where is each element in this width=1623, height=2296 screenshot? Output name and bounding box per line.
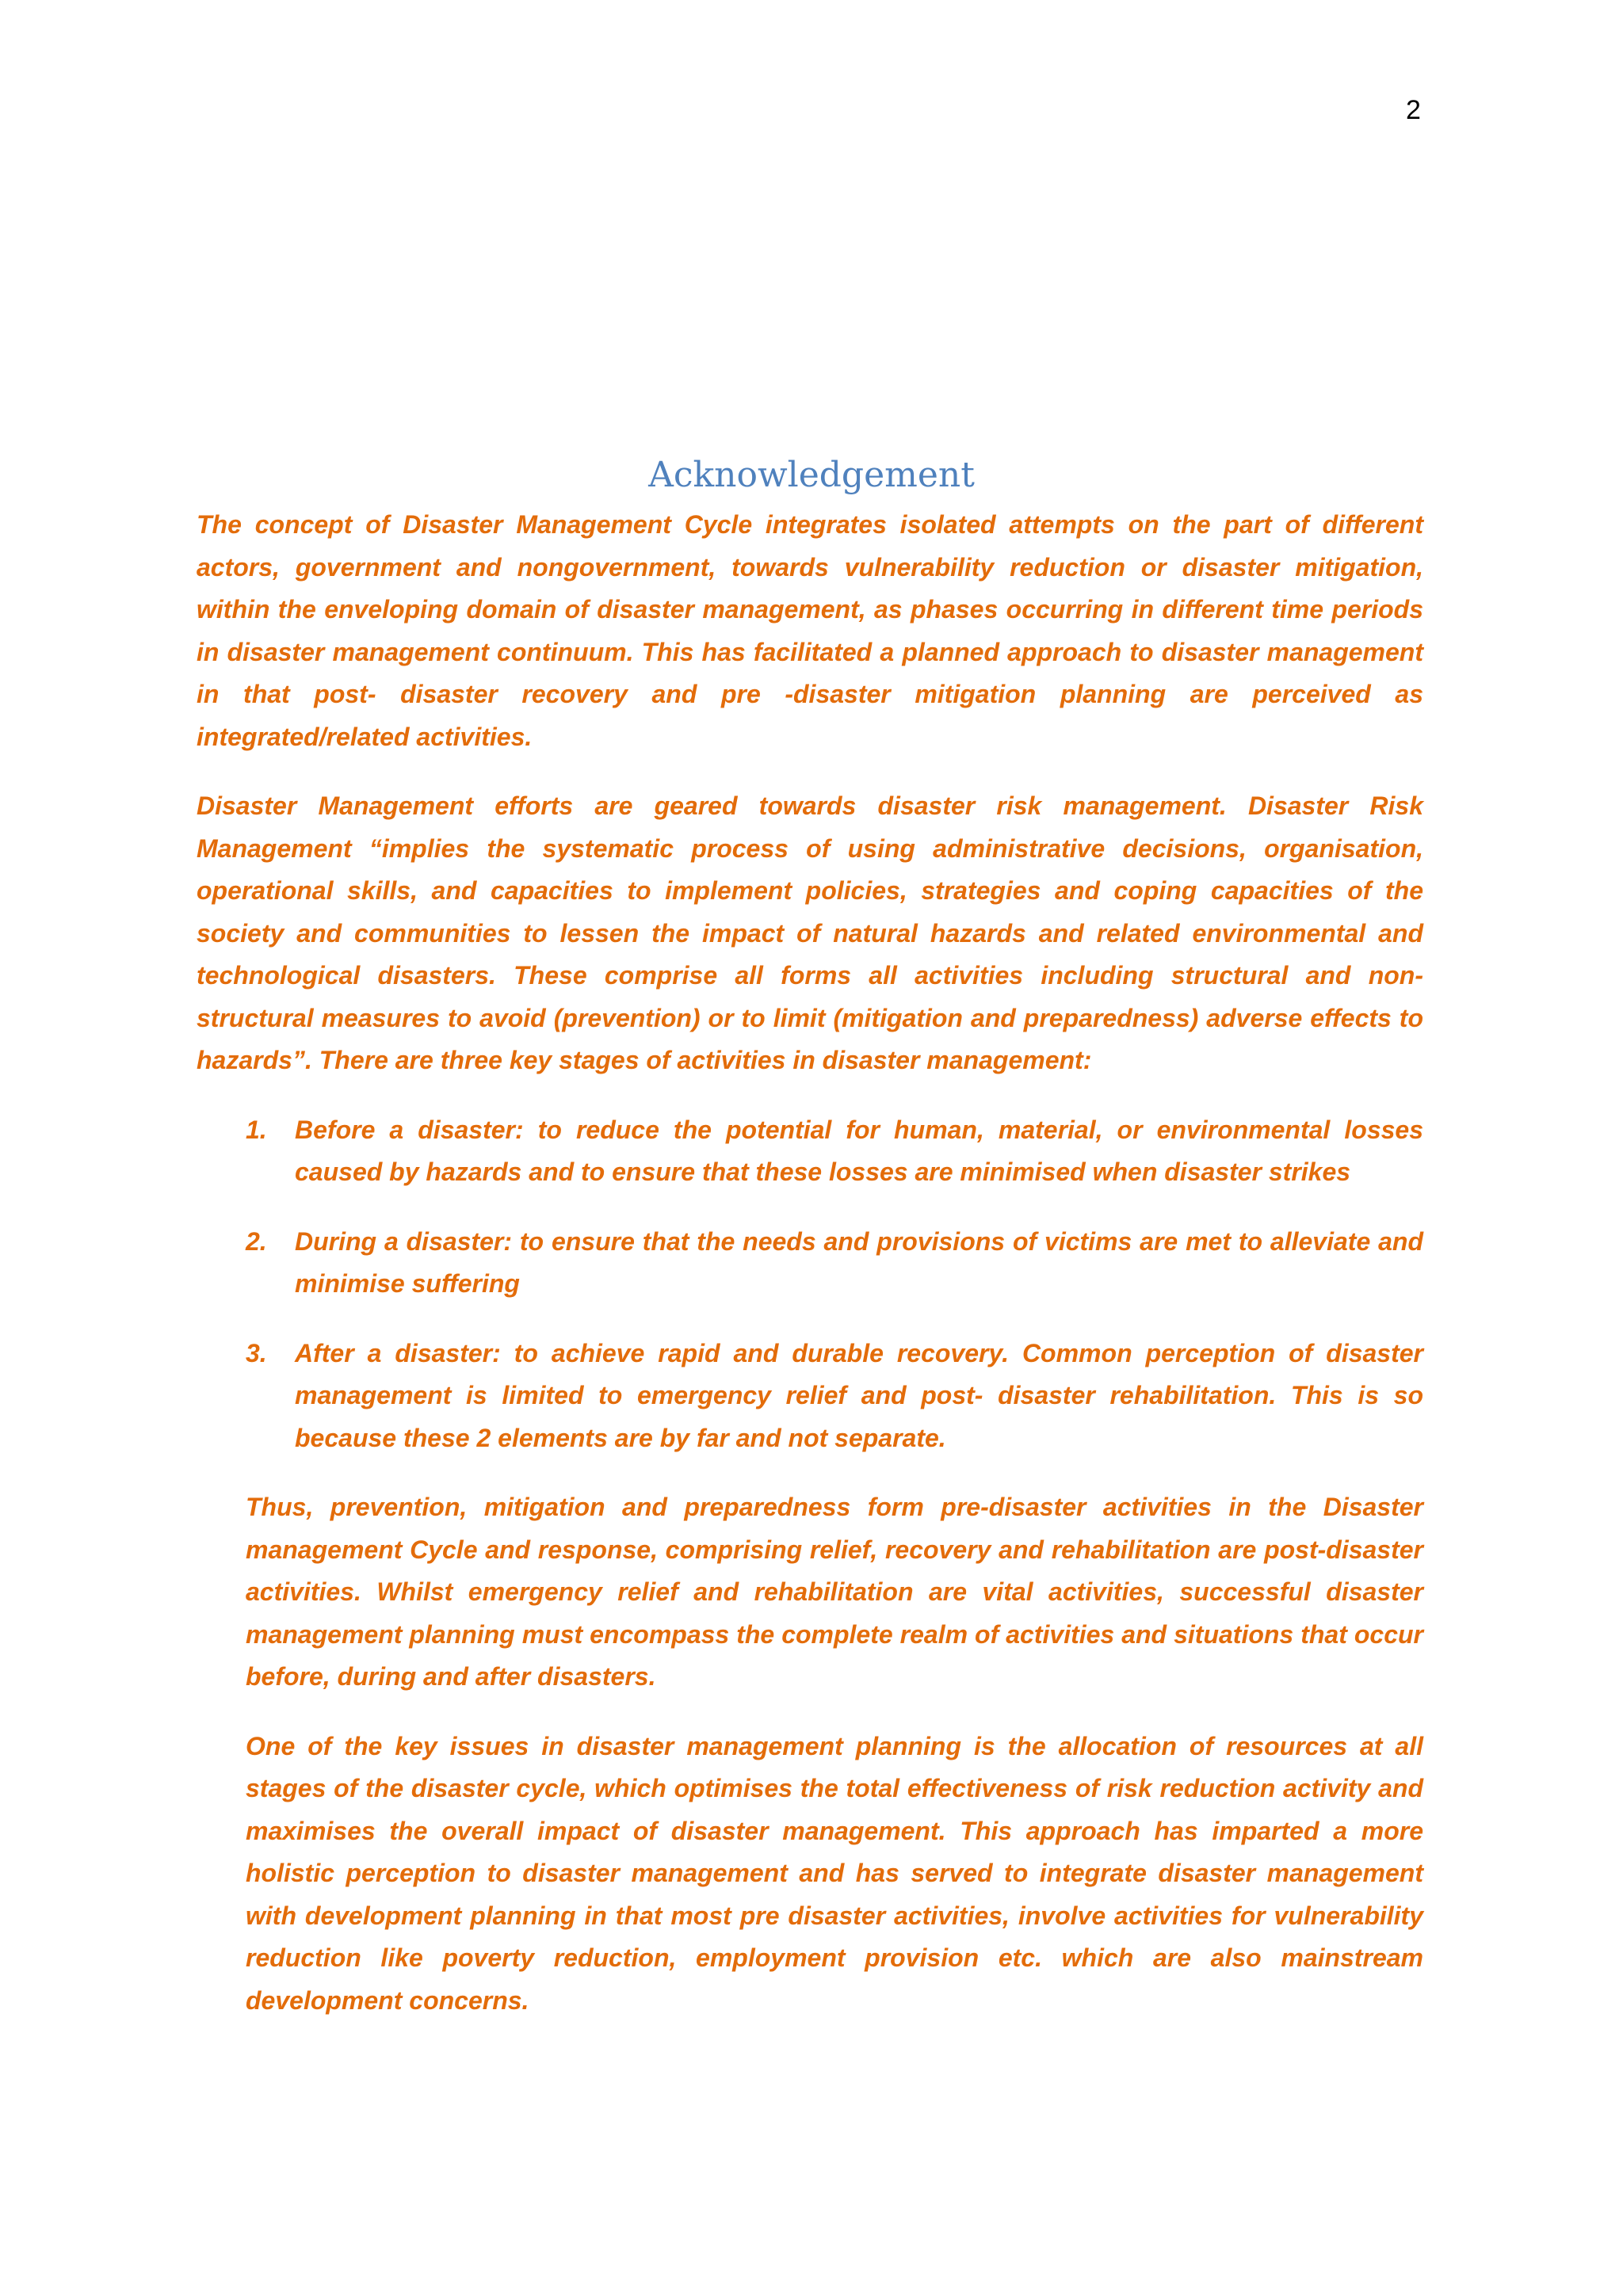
list-item-number: 3. [246,1338,267,1367]
page-number: 2 [1406,95,1421,125]
list-item-text: Before a disaster: to reduce the potential for human, material, or environmental losses caused by hazards and to ensure that these losses are minimised when disaster strikes [295,1115,1423,1186]
paragraph-risk-management: Disaster Management efforts are geared towards disaster risk management. Disaster Risk Management “implies the systematic process of using administrative decisions, organisation, operational skills, and capacities to implement policies, strategies and coping capacities of the society and communities to lessen the impact of natural hazards and related environmental and technological disasters. These comprise all forms all activities including structural and non-structural measures to avoid (prevention) or to limit (mitigation and preparedness) adverse effects to hazards”. There are three key stages of activities in disaster management: [197,791,1423,1074]
paragraph-pre-post-disaster: Thus, prevention, mitigation and preparedness form pre-disaster activities in the Disaster management Cycle and response, comprising relief, recovery and rehabilitation are post-disaster activities. Whilst emergency relief and rehabilitation are vital activities, successful disaster management planning must encompass the complete realm of activities and situations that occur before, during and after disasters. [246,1493,1423,1691]
list-item-text: During a disaster: to ensure that the needs and provisions of victims are met to alleviate and minimise suffering [295,1226,1423,1298]
page-title: Acknowledgement [648,455,975,495]
list-item [246,1333,1423,1460]
list-item [246,1109,1423,1194]
list-item-number: 1. [246,1115,267,1144]
document-body [197,504,1423,2049]
list-item [246,1221,1423,1306]
stages-list [197,1109,1423,1460]
list-item-number: 2. [246,1226,267,1256]
paragraph-intro: The concept of Disaster Management Cycle integrates isolated attempts on the part of different actors, government and nongovernment, towards vulnerability reduction or disaster mitigation, within the enveloping domain of disaster management, as phases occurring in different time periods in disaster management continuum. This has facilitated a planned approach to disaster management in that post- disaster recovery and pre -disaster mitigation planning are perceived as integrated/related activities. [197,510,1423,751]
paragraph-resource-allocation: One of the key issues in disaster management planning is the allocation of resources at all stages of the disaster cycle, which optimises the total effectiveness of risk reduction activity and maximises the overall impact of disaster management. This approach has imparted a more holistic perception to disaster management and has served to integrate disaster management with development planning in that most pre disaster activities, involve activities for vulnerability reduction like poverty reduction, employment provision etc. which are also mainstream development concerns. [246,1731,1423,2015]
list-item-text: After a disaster: to achieve rapid and durable recovery. Common perception of disaster management is limited to emergency relief and post- disaster rehabilitation. This is so because these 2 elements are by far and not separate. [295,1338,1423,1452]
